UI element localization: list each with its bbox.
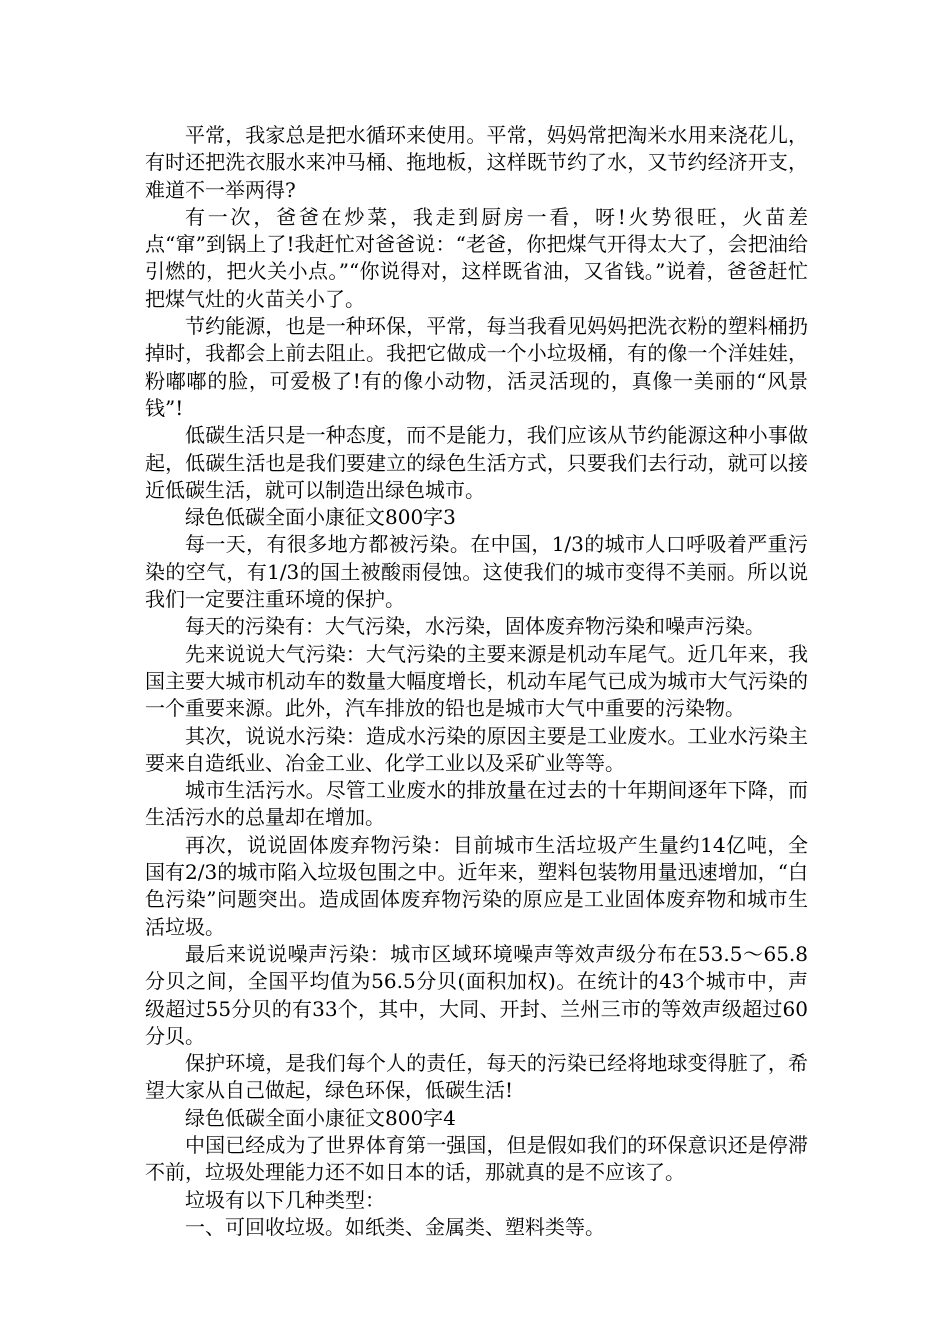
section-heading: 绿色低碳全面小康征文800字3 bbox=[185, 505, 456, 530]
paragraph: 保护环境，是我们每个人的责任，每天的污染已经将地球变得脏了，希望大家从自己做起，绿色环保，低碳生活! bbox=[145, 1051, 808, 1103]
paragraph: 中国已经成为了世界体育第一强国，但是假如我们的环保意识还是停滞不前，垃圾处理能力还不如日本的话，那就真的是不应该了。 bbox=[145, 1132, 808, 1185]
paragraph: 低碳生活只是一种态度，而不是能力，我们应该从节约能源这种小事做起，低碳生活也是我们要建立的绿色生活方式，只要我们去行动，就可以接近低碳生活，就可以制造出绿色城市。 bbox=[145, 423, 808, 502]
paragraph: 一、可回收垃圾。如纸类、金属类、塑料类等。 bbox=[185, 1214, 605, 1239]
paragraph: 城市生活污水。尽管工业废水的排放量在过去的十年期间逐年下降，而生活污水的总量却在增加。 bbox=[145, 778, 808, 830]
paragraph: 垃圾有以下几种类型： bbox=[185, 1187, 385, 1212]
section-heading: 绿色低碳全面小康征文800字4 bbox=[185, 1105, 456, 1130]
paragraph: 平常，我家总是把水循环来使用。平常，妈妈常把淘米水用来浇花儿，有时还把洗衣服水来冲马桶、拖地板，这样既节约了水，又节约经济开支，难道不一举两得? bbox=[145, 123, 808, 202]
document-body bbox=[145, 122, 808, 1241]
paragraph: 每天的污染有：大气污染，水污染，固体废弃物污染和噪声污染。 bbox=[185, 614, 765, 639]
paragraph: 其次，说说水污染：造成水污染的原因主要是工业废水。工业水污染主要来自造纸业、冶金工业、化学工业以及采矿业等等。 bbox=[145, 723, 808, 775]
paragraph: 先来说说大气污染：大气污染的主要来源是机动车尾气。近几年来，我国主要大城市机动车的数量大幅度增长，机动车尾气已成为城市大气污染的一个重要来源。此外，汽车排放的铅也是城市大气中重要的污染物。 bbox=[145, 641, 808, 721]
paragraph: 有一次，爸爸在炒菜，我走到厨房一看，呀!火势很旺，火苗差点“窜”到锅上了!我赶忙对爸爸说：“老爸，你把煤气开得太大了，会把油给引燃的，把火关小点。”“你说得对，这样既省油，又省钱。”说着，爸爸赶忙把煤气灶的火苗关小了。 bbox=[145, 204, 808, 311]
paragraph: 再次，说说固体废弃物污染：目前城市生活垃圾产生量约14亿吨，全国有2/3的城市陷入垃圾包围之中。近年来，塑料包装物用量迅速增加，“白色污染”问题突出。造成固体废弃物污染的原应是工业固体废弃物和城市生活垃圾。 bbox=[145, 832, 808, 939]
paragraph: 最后来说说噪声污染：城市区域环境噪声等效声级分布在53.5～65.8分贝之间，全国平均值为56.5分贝(面积加权)。在统计的43个城市中，声级超过55分贝的有33个，其中，大同、开封、兰州三市的等效声级超过60分贝。 bbox=[145, 941, 808, 1048]
paragraph: 每一天，有很多地方都被污染。在中国，1/3的城市人口呼吸着严重污染的空气，有1/3的国土被酸雨侵蚀。这使我们的城市变得不美丽。所以说我们一定要注重环境的保护。 bbox=[145, 532, 808, 612]
paragraph: 节约能源，也是一种环保，平常，每当我看见妈妈把洗衣粉的塑料桶扔掉时，我都会上前去阻止。我把它做成一个小垃圾桶，有的像一个洋娃娃，粉嘟嘟的脸，可爱极了!有的像小动物，活灵活现的，真像一美丽的“风景钱”! bbox=[145, 314, 808, 420]
